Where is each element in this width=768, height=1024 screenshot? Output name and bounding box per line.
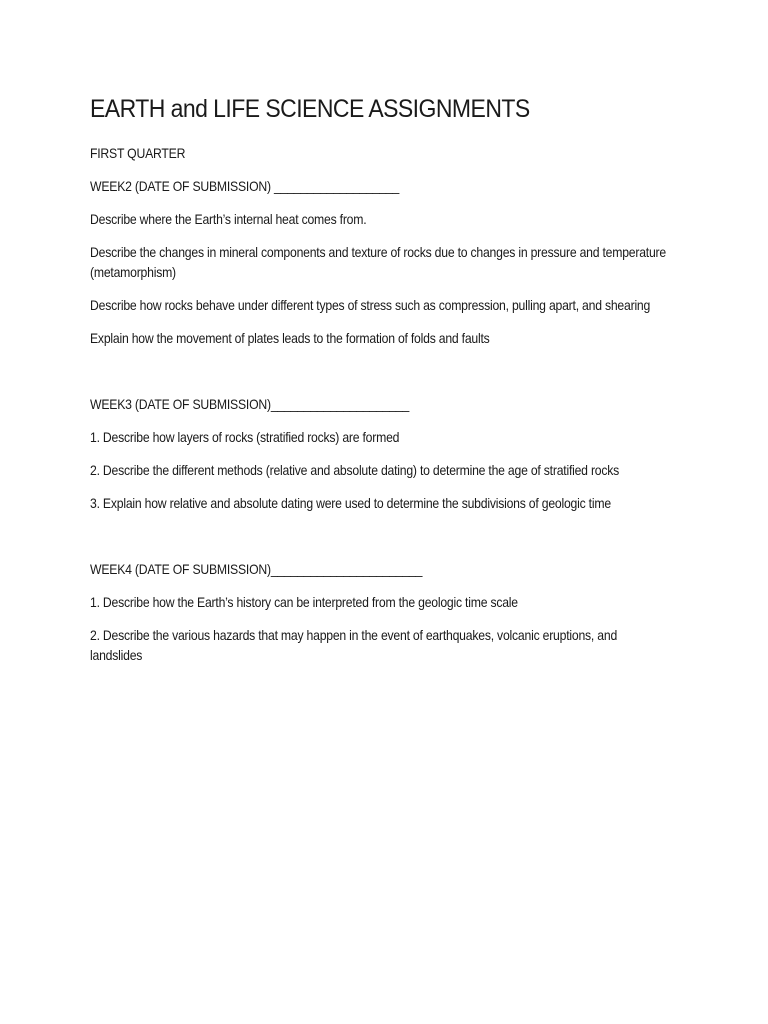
week4-section — [90, 560, 670, 666]
section-spacer — [90, 362, 670, 395]
week3-heading: WEEK3 (DATE OF SUBMISSION)_____________________ — [90, 397, 410, 412]
week2-item-1: Describe where the Earth’s internal heat comes from. — [90, 212, 367, 227]
week2-heading: WEEK2 (DATE OF SUBMISSION) ___________________ — [90, 179, 400, 194]
week2-item-4: Explain how the movement of plates leads to the formation of folds and faults — [90, 331, 490, 346]
document-body — [90, 92, 670, 679]
week2-item-2: Describe the changes in mineral components and texture of rocks due to changes in pressure and temperature (metamorphism) — [90, 245, 666, 280]
week2-section — [90, 177, 670, 349]
week4-item-1: 1. Describe how the Earth’s history can be interpreted from the geologic time scale — [90, 595, 518, 610]
week4-heading: WEEK4 (DATE OF SUBMISSION)_______________________ — [90, 562, 423, 577]
document-title: EARTH and LIFE SCIENCE ASSIGNMENTS — [90, 95, 530, 123]
week4-item-2: 2. Describe the various hazards that may happen in the event of earthquakes, volcanic eruptions, and landslides — [90, 628, 618, 663]
week3-item-3: 3. Explain how relative and absolute dating were used to determine the subdivisions of geologic time — [90, 496, 611, 511]
week3-section — [90, 395, 670, 514]
week2-item-3: Describe how rocks behave under different types of stress such as compression, pulling apart, and shearing — [90, 298, 651, 313]
section-spacer — [90, 527, 670, 560]
quarter-label: FIRST QUARTER — [90, 146, 186, 161]
week3-item-1: 1. Describe how layers of rocks (stratified rocks) are formed — [90, 430, 400, 445]
week3-item-2: 2. Describe the different methods (relative and absolute dating) to determine the age of stratified rocks — [90, 463, 620, 478]
